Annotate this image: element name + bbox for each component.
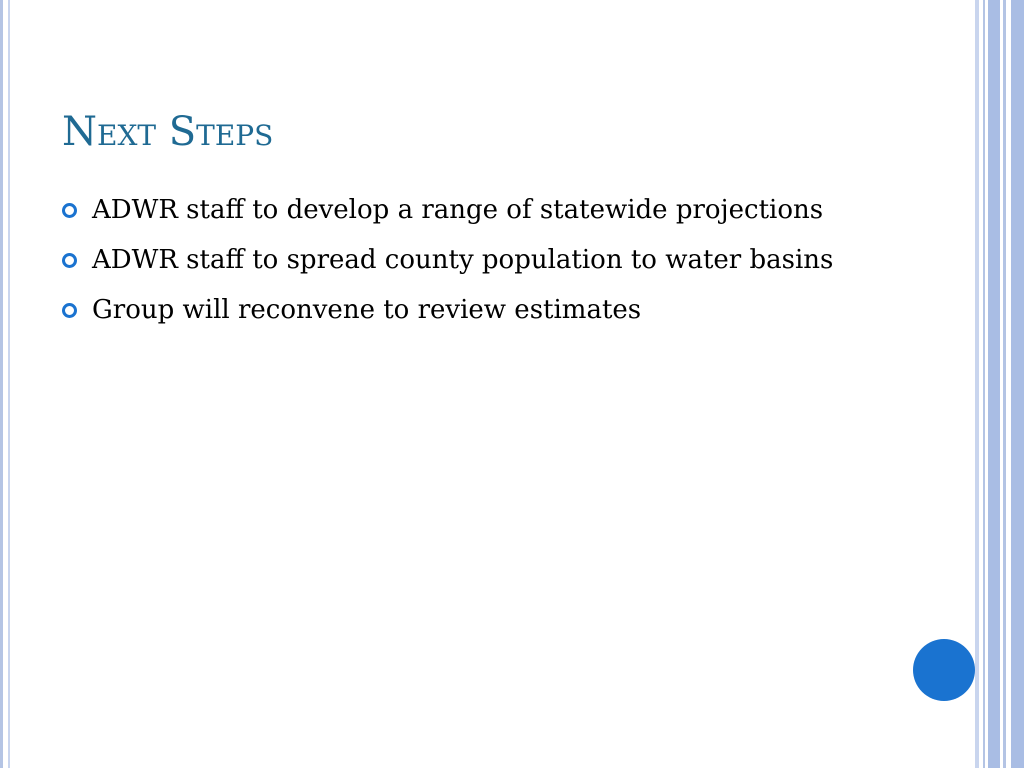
right-decor-stripe (975, 0, 979, 768)
ring-bullet-icon (62, 303, 77, 318)
right-decor-stripe (983, 0, 985, 768)
right-decor-stripe (1011, 0, 1024, 768)
bullet-item (62, 290, 882, 330)
left-border-line (0, 0, 3, 768)
right-decor-stripe (1003, 0, 1006, 768)
bullet-item (62, 240, 882, 280)
bullet-item (62, 190, 882, 230)
ring-bullet-icon (62, 203, 77, 218)
slide-title: Next Steps (62, 109, 274, 155)
blue-circle-icon (913, 639, 975, 701)
right-decor-stripe (988, 0, 1000, 768)
bullet-text: Group will reconvene to review estimates (92, 295, 642, 325)
bullet-list (62, 190, 882, 340)
bullet-text: ADWR staff to spread county population to water basins (92, 245, 834, 275)
left-border-line-inner (8, 0, 10, 768)
ring-bullet-icon (62, 253, 77, 268)
bullet-text: ADWR staff to develop a range of statewide projections (92, 195, 824, 225)
